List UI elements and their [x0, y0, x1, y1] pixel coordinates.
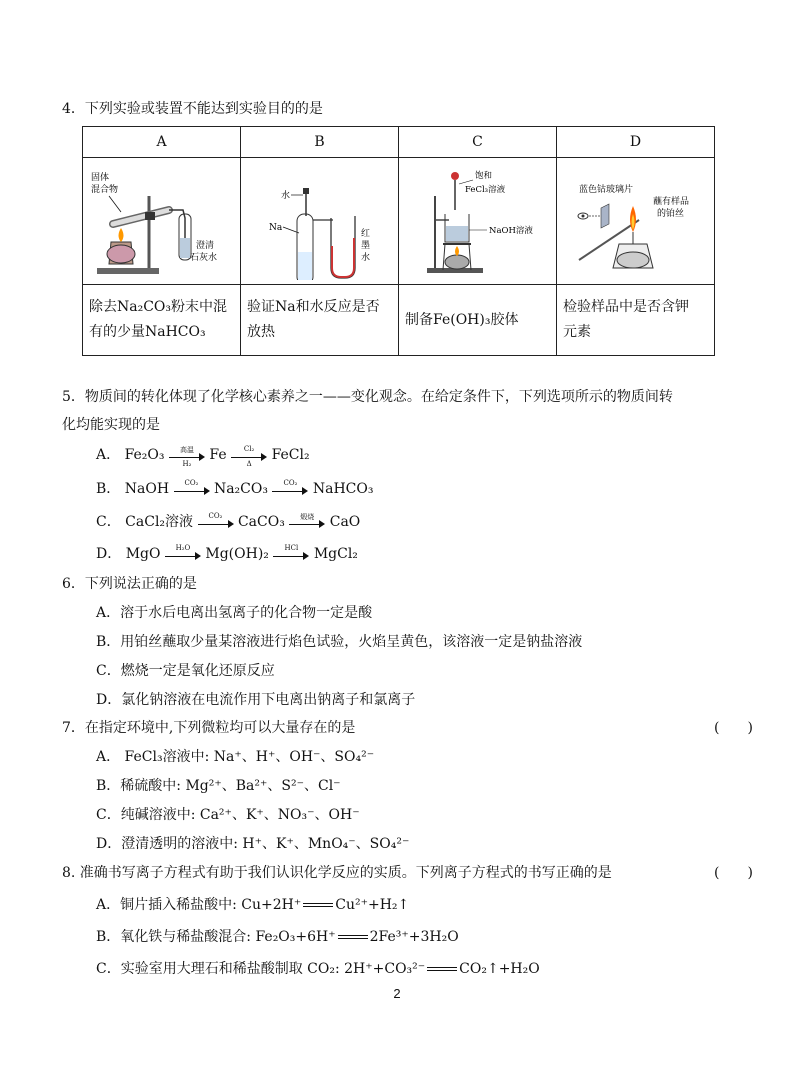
q5a-substance-3: FeCl₂ [271, 447, 310, 463]
apparatus-d-image [557, 158, 715, 285]
option-d-text-line1: 检验样品中是否含钾 [563, 299, 689, 315]
q8-answer-blank: ( ) [714, 865, 753, 881]
option-c-text: 制备Fe(OH)₃胶体 [405, 311, 519, 328]
q7-option-b: B．稀硫酸中: Mg²⁺、Ba²⁺、S²⁻、Cl⁻ [96, 778, 341, 794]
option-d-text-line2: 元素 [563, 324, 591, 340]
q8c-right-side: CO₂↑+H₂O [459, 961, 540, 977]
label-mixture: 混合物 [91, 185, 119, 195]
q8b-left-side: B．氧化铁与稀盐酸混合: Fe₂O₃+6H⁺ [96, 929, 336, 945]
q8-option-b [96, 926, 459, 946]
arrow-condition: Cl₂ [243, 445, 255, 453]
question-5-stem-line1: 5．物质间的转化体现了化学核心素养之一——变化观念。在给定条件下，下列选项所示的物质间转 [62, 389, 673, 405]
q7-option-a: A． FeCl₃溶液中: Na⁺、H⁺、OH⁻、SO₄²⁻ [96, 749, 375, 765]
reaction-arrow-icon [231, 445, 267, 468]
q6-option-a: A．溶于水后电离出氢离子的化合物一定是酸 [96, 605, 373, 621]
q7-answer-blank: ( ) [714, 720, 753, 736]
equals-sign-icon [427, 967, 457, 971]
apparatus-c-image [399, 158, 557, 285]
q5d-substance-3: MgCl₂ [313, 546, 358, 562]
q5c-substance-2: CaCO₃ [237, 514, 285, 530]
option-a-text-line2: 有的少量NaHCO₃ [89, 324, 206, 340]
option-a-description [83, 285, 241, 356]
label-ink: 墨 [361, 241, 371, 251]
arrow-condition: Δ [246, 460, 252, 468]
option-b-description [241, 285, 399, 356]
arrow-condition: 高温 [179, 446, 194, 454]
q5b-substance-1: NaOH [124, 481, 170, 497]
q8a-left-side: A．铜片插入稀盐酸中: Cu+2H⁺ [96, 897, 302, 913]
option-b-text-line1: 验证Na和水反应是否 [247, 299, 380, 315]
q8c-left-side: C．实验室用大理石和稀盐酸制取 CO₂: 2H⁺+CO₃²⁻ [96, 961, 426, 977]
question-8-stem: 8. 准确书写离子方程式有助于我们认识化学反应的实质。下列离子方程式的书写正确的是 [62, 865, 612, 881]
q5-option-a-letter: A． [96, 447, 121, 463]
header-a: A [83, 127, 241, 158]
q5c-substance-1: CaCl₂溶液 [125, 514, 194, 530]
label-fecl3: FeCl₃溶液 [465, 185, 506, 195]
q5a-substance-1: Fe₂O₃ [124, 447, 165, 463]
q7-option-d: D．澄清透明的溶液中: H⁺、K⁺、MnO₄⁻、SO₄²⁻ [96, 836, 410, 852]
reaction-arrow-icon [165, 544, 201, 561]
reaction-arrow-icon [174, 479, 210, 496]
q5d-substance-2: Mg(OH)₂ [205, 546, 269, 562]
label-saturated: 饱和 [475, 171, 493, 181]
reaction-arrow-icon [169, 446, 205, 468]
q5-option-b [96, 478, 373, 498]
label-na: Na [269, 223, 283, 233]
reaction-arrow-icon [272, 479, 308, 496]
question-5-stem-line2: 化均能实现的是 [62, 417, 160, 433]
arrow-condition: CO₂ [184, 479, 199, 487]
arrow-condition: HCl [284, 544, 299, 552]
arrow-condition: CO₂ [208, 512, 223, 520]
question-7-stem: 7．在指定环境中,下列微粒均可以大量存在的是 [62, 720, 356, 736]
q5-option-b-letter: B． [96, 481, 121, 497]
q6-option-c: C．燃烧一定是氧化还原反应 [96, 663, 275, 679]
q5-option-c [96, 511, 360, 531]
option-a-text-line1: 除去Na₂CO₃粉末中混 [89, 299, 228, 315]
arrow-condition: H₂O [175, 544, 191, 552]
apparatus-a-image [83, 158, 241, 285]
q5-option-d-letter: D． [96, 546, 122, 562]
label-red: 红 [361, 229, 371, 239]
reaction-arrow-icon [273, 544, 309, 561]
q5-option-d [96, 543, 358, 563]
reaction-arrow-icon [198, 512, 234, 529]
option-d-description [557, 285, 715, 356]
label-cobalt-glass: 蓝色钴玻璃片 [579, 185, 634, 195]
arrow-condition: 煅烧 [300, 513, 315, 521]
header-b: B [241, 127, 399, 158]
q5-option-c-letter: C． [96, 514, 121, 530]
q7-option-c: C．纯碱溶液中: Ca²⁺、K⁺、NO₃⁻、OH⁻ [96, 807, 360, 823]
q5d-substance-1: MgO [125, 546, 161, 562]
q8a-right-side: Cu²⁺+H₂↑ [335, 897, 410, 913]
q5c-substance-3: CaO [329, 514, 361, 530]
q5b-substance-3: NaHCO₃ [312, 481, 374, 497]
label-solid: 固体 [91, 173, 110, 183]
label-clear: 澄清 [196, 241, 215, 251]
question-4-stem: 4．下列实验或装置不能达到实验目的的是 [62, 101, 323, 117]
arrow-condition: H₂ [182, 460, 192, 468]
header-d: D [557, 127, 715, 158]
q5-option-a [96, 444, 310, 468]
apparatus-b-image [241, 158, 399, 285]
reaction-arrow-icon [289, 515, 325, 529]
q8b-right-side: 2Fe³⁺+3H₂O [369, 929, 459, 945]
experiment-table [82, 126, 715, 356]
q8-option-a [96, 894, 409, 914]
label-shui: 水 [361, 253, 371, 263]
header-c: C [399, 127, 557, 158]
label-limewater: 石灰水 [190, 253, 218, 263]
label-sample: 蘸有样品 [653, 197, 690, 207]
option-b-text-line2: 放热 [247, 324, 275, 340]
label-naoh: NaOH溶液 [489, 226, 533, 236]
arrow-condition: CO₂ [283, 479, 298, 487]
equals-sign-icon [303, 903, 333, 907]
q5b-substance-2: Na₂CO₃ [213, 481, 268, 497]
page-number: 2 [393, 986, 401, 1001]
q5a-substance-2: Fe [209, 447, 227, 463]
q8-option-c [96, 958, 540, 978]
option-c-description [399, 285, 557, 356]
question-6-stem: 6．下列说法正确的是 [62, 576, 197, 592]
equals-sign-icon [338, 935, 368, 939]
label-water: 水 [281, 191, 291, 201]
label-platinum: 的铂丝 [657, 209, 685, 219]
q6-option-b: B．用铂丝蘸取少量某溶液进行焰色试验，火焰呈黄色，该溶液一定是钠盐溶液 [96, 634, 583, 650]
q6-option-d: D．氯化钠溶液在电流作用下电离出钠离子和氯离子 [96, 692, 416, 708]
